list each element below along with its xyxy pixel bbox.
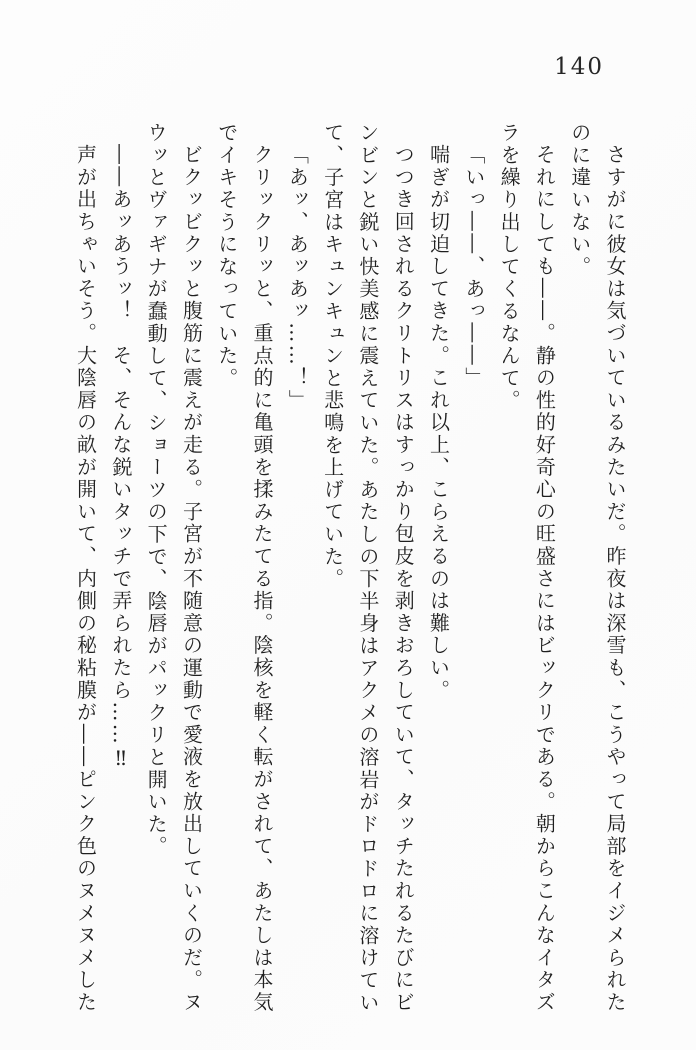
text-column: ――あッあうッ！ そ、そんな鋭いタッチで弄られたら……‼: [108, 144, 133, 773]
text-column: のに違いない。: [567, 122, 592, 279]
text-column: 「あッ、あッあッ……！」: [285, 144, 310, 412]
text-column: て、子宮はキュンキュンと悲鳴を上げていた。: [320, 122, 345, 591]
text-column: クリックリッと、重点的に亀頭を揉みたてる指。陰核を軽く転がされて、あたしは本気: [250, 144, 275, 1014]
text-column: 声が出ちゃいそう。大陰唇の畝が開いて、内側の秘粘膜が――ピンク色のヌメヌメした: [73, 144, 98, 1014]
text-column: ビクッビクッと腹筋に震えが走る。子宮が不随意の運動で愛液を放出していくのだ。ヌ: [179, 144, 204, 1014]
vertical-text-block: [66, 122, 632, 1022]
text-column: さすがに彼女は気づいているみたいだ。昨夜は深雪も、こうやって局部をイジメられた: [603, 144, 627, 1014]
text-column: ンビンと鋭い快美感に震えていた。あたしの下半身はアクメの溶岩がドロドロに溶けてい: [355, 122, 380, 1014]
text-column: つつき回されるクリトリスはすっかり包皮を剥きおろしていて、タッチたれるたびにビ: [391, 144, 416, 1014]
text-column: 「いっ――、あっ――」: [461, 144, 486, 390]
text-column: それにしても――。静の性的好奇心の旺盛さにはビックリである。朝からこんなイタズ: [532, 144, 557, 1014]
text-column: でイキそうになっていた。: [214, 122, 239, 390]
text-column: 喘ぎが切迫してきた。これ以上、こらえるのは難しい。: [426, 144, 451, 702]
text-column: ラを繰り出してくるなんて。: [497, 122, 522, 412]
page-number: 140: [554, 54, 604, 80]
text-column: ウッとヴァギナが蠢動して、ショーツの下で、陰唇がパックリと開いた。: [144, 122, 169, 858]
